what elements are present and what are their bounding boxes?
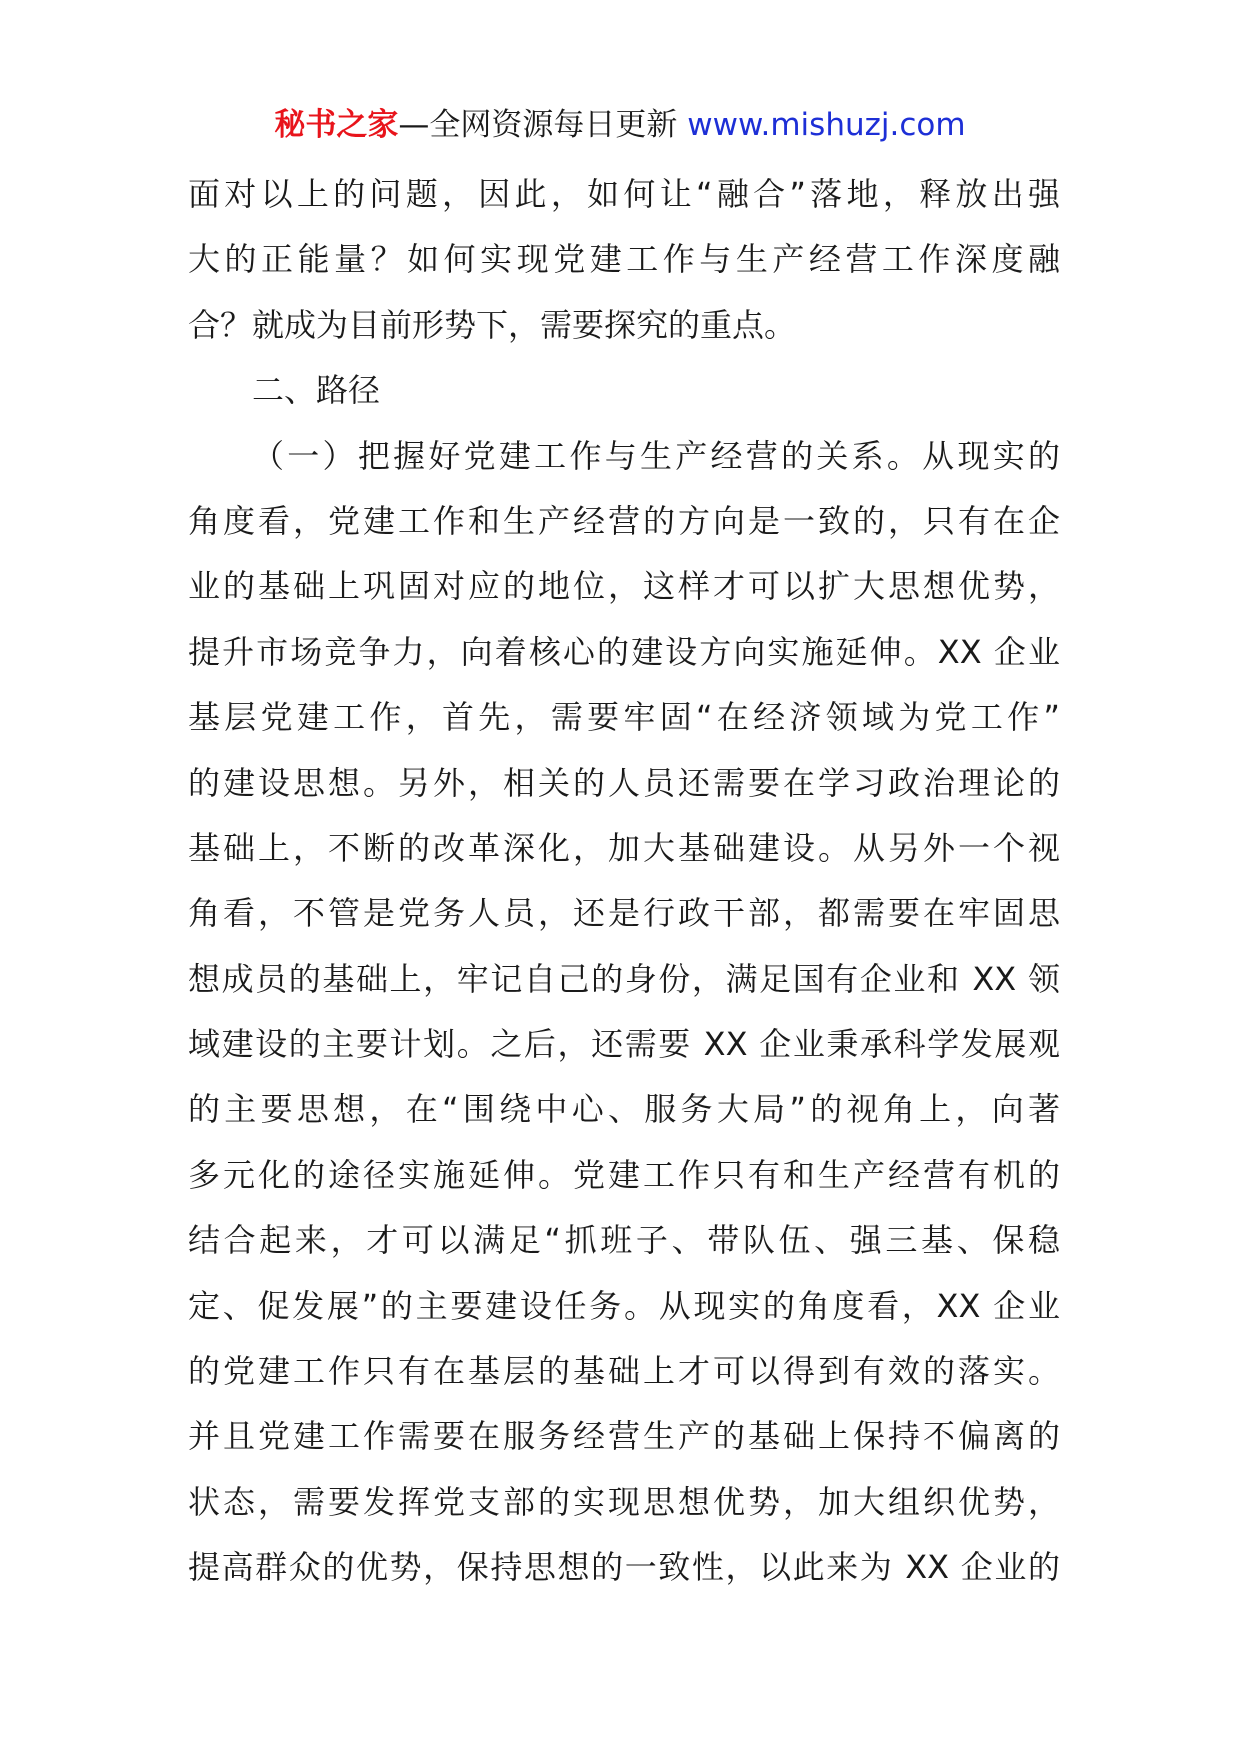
section-heading: 二、路径 — [252, 371, 381, 410]
body-text-line: 定、促发展”的主要建设任务。从现实的角度看，XX 企业 — [188, 1286, 1060, 1325]
body-text-line: 角看，不管是党务人员，还是行政干部，都需要在牢固思 — [188, 894, 1060, 933]
body-text-line: 想成员的基础上，牢记自己的身份，满足国有企业和 XX 领 — [188, 959, 1060, 998]
body-text-line: 多元化的途径实施延伸。党建工作只有和生产经营有机的 — [188, 1155, 1060, 1194]
body-text-line: 面对以上的问题，因此，如何让“融合”落地，释放出强 — [188, 175, 1060, 213]
body-text-line: 的党建工作只有在基层的基础上才可以得到有效的落实。 — [188, 1352, 1060, 1391]
body-text-line: 的建设思想。另外，相关的人员还需要在学习政治理论的 — [188, 763, 1060, 802]
body-text-line: 合？就成为目前形势下，需要探究的重点。 — [188, 305, 797, 344]
brand-name: 秘书之家 — [274, 107, 399, 143]
body-text-line: 结合起来，才可以满足“抓班子、带队伍、强三基、保稳 — [188, 1221, 1060, 1260]
page-header — [0, 100, 1240, 150]
body-text-line: 基层党建工作，首先，需要牢固“在经济领域为党工作” — [188, 698, 1060, 737]
body-text-line: 并且党建工作需要在服务经营生产的基础上保持不偏离的 — [188, 1417, 1060, 1456]
body-text-line: 的主要思想，在“围绕中心、服务大局”的视角上，向著 — [188, 1090, 1060, 1129]
body-text-line: 提升市场竞争力，向着核心的建设方向实施延伸。XX 企业 — [188, 632, 1060, 671]
body-text-line: 基础上，不断的改革深化，加大基础建设。从另外一个视 — [188, 828, 1060, 867]
document-body — [188, 162, 1060, 1601]
body-text-line: 角度看，党建工作和生产经营的方向是一致的，只有在企 — [188, 501, 1060, 540]
body-text-line: 状态，需要发挥党支部的实现思想优势，加大组织优势， — [188, 1482, 1060, 1521]
body-text-line: 大的正能量？如何实现党建工作与生产经营工作深度融 — [188, 240, 1060, 279]
body-text-line: 提高群众的优势，保持思想的一致性，以此来为 XX 企业的 — [188, 1548, 1060, 1587]
body-text-line: 域建设的主要计划。之后，还需要 XX 企业秉承科学发展观 — [188, 1025, 1060, 1064]
header-tagline: —全网资源每日更新 — [398, 107, 688, 143]
site-url-link[interactable]: www.mishuzj.com — [687, 107, 966, 143]
body-text-line: 业的基础上巩固对应的地位，这样才可以扩大思想优势， — [188, 567, 1060, 606]
body-text-line: （一）把握好党建工作与生产经营的关系。从现实的 — [252, 436, 1060, 475]
